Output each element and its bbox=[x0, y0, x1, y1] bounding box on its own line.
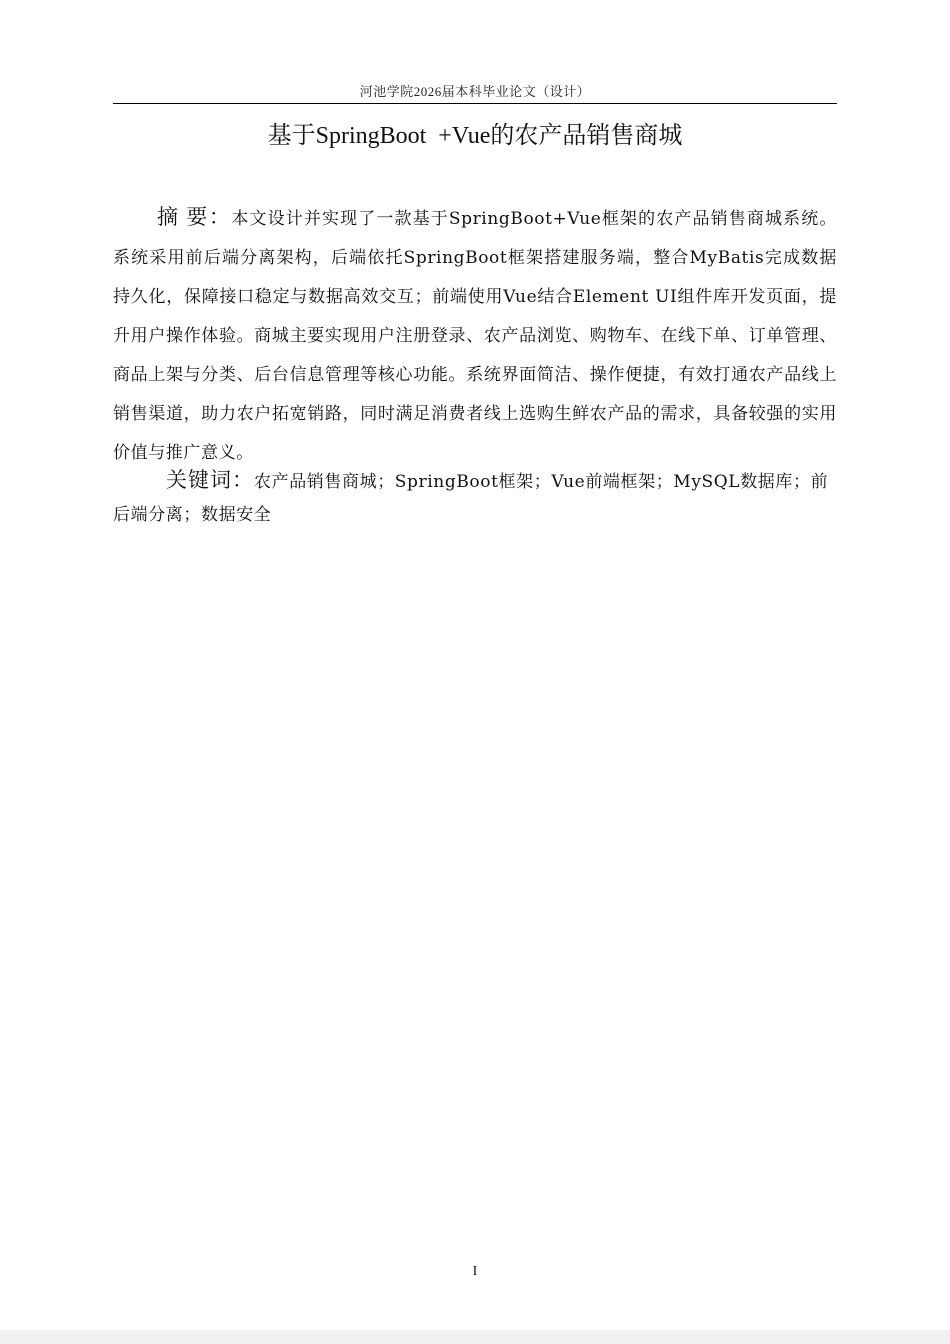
keywords-paragraph bbox=[113, 464, 837, 532]
keywords-text: 农产品销售商城；SpringBoot框架；Vue前端框架；MySQL数据库；前后端分离；数据安全 bbox=[113, 472, 829, 525]
page-number: I bbox=[472, 1264, 478, 1279]
abstract-label: 摘 要： bbox=[157, 205, 232, 229]
thesis-title: 基于SpringBoot +Vue的农产品销售商城 bbox=[267, 123, 683, 149]
bottom-strip bbox=[0, 1330, 950, 1344]
running-header: 河池学院2026届本科毕业论文（设计） bbox=[359, 84, 591, 99]
header-rule bbox=[113, 103, 837, 104]
abstract-paragraph bbox=[113, 198, 837, 473]
keywords-label: 关键词： bbox=[166, 468, 254, 492]
abstract-text: 本文设计并实现了一款基于SpringBoot+Vue框架的农产品销售商城系统。系统采用前后端分离架构，后端依托SpringBoot框架搭建服务端，整合MyBatis完成数据持久化，保障接口稳定与数据高效交互；前端使用Vue结合Element UI组件库开发页面，提升用户操作体验。商城主要实现用户注册登录、农产品浏览、购物车、在线下单、订单管理、商品上架与分类、后台信息管理等核心功能。系统界面简洁、操作便捷，有效打通农产品线上销售渠道，助力农户拓宽销路，同时满足消费者线上选购生鲜农产品的需求，具备较强的实用价值与推广意义。 bbox=[113, 209, 838, 463]
